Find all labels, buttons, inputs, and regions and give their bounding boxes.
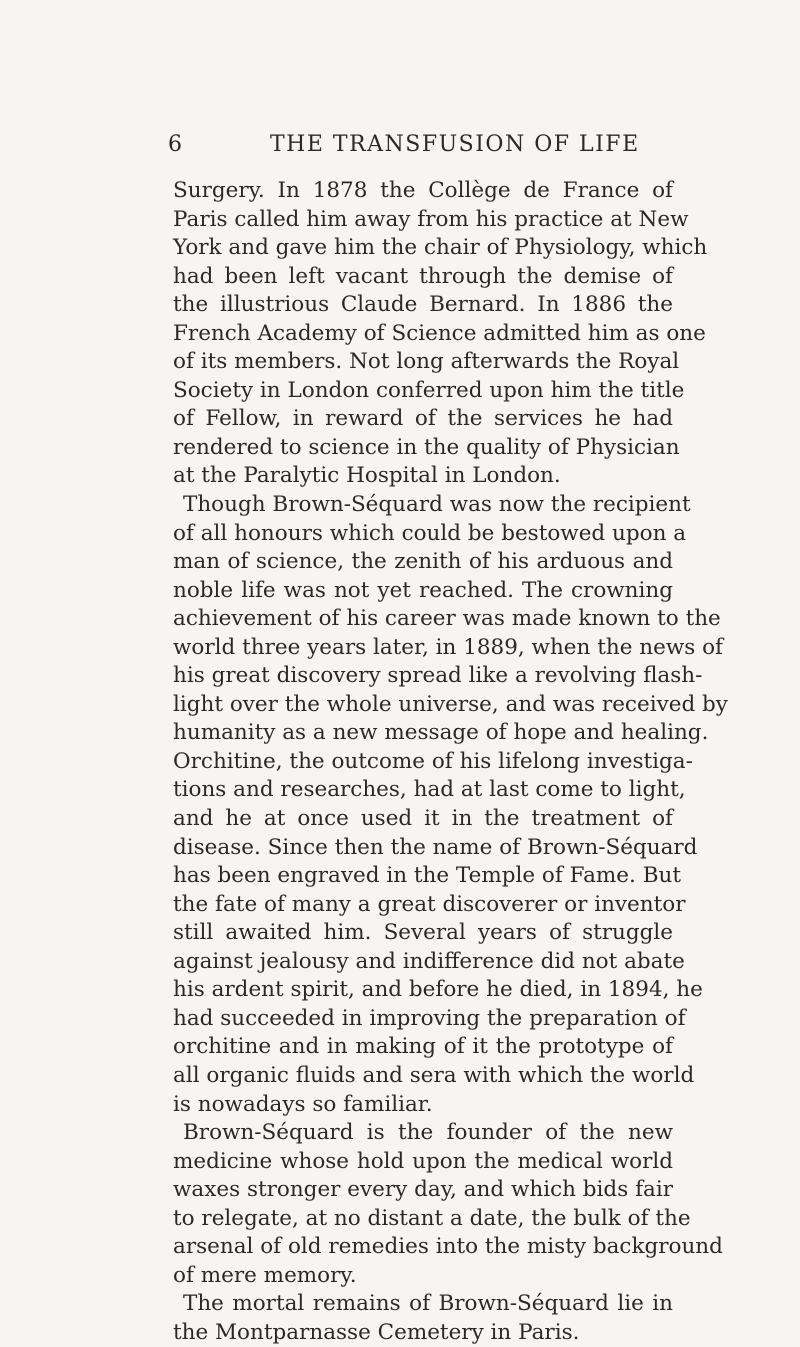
- text-line: orchitine and in making of it the prototype of: [173, 1034, 673, 1060]
- text-line: disease. Since then the name of Brown-Séquard: [173, 834, 698, 860]
- text-line: his great discovery spread like a revolving flash-: [173, 663, 703, 689]
- text-line: the fate of many a great discoverer or inventor: [173, 891, 686, 917]
- text-line: still awaited him. Several years of struggle: [173, 920, 673, 946]
- text-line: at the Paralytic Hospital in London.: [173, 463, 561, 489]
- text-line: had succeeded in improving the preparation of: [173, 1005, 686, 1031]
- text-line: of Fellow, in reward of the services he had: [173, 406, 673, 432]
- text-line: noble life was not yet reached. The crowning: [173, 577, 673, 603]
- text-line: is nowadays so familiar.: [173, 1091, 433, 1117]
- text-line: arsenal of old remedies into the misty background: [173, 1234, 723, 1260]
- text-line: of all honours which could be bestowed upon a: [173, 520, 687, 546]
- text-line: world three years later, in 1889, when the news of: [173, 634, 724, 660]
- text-line: French Academy of Science admitted him as one: [173, 320, 706, 346]
- body-text: [173, 177, 728, 1347]
- text-line: of its members. Not long afterwards the Royal: [173, 349, 680, 375]
- text-line: tions and researches, had at last come to light,: [173, 777, 686, 803]
- text-line: Surgery. In 1878 the Collège de France of: [173, 178, 673, 203]
- text-line: achievement of his career was made known to the: [173, 606, 721, 632]
- text-line: his ardent spirit, and before he died, in 1894, he: [173, 977, 703, 1003]
- text-line: all organic fluids and sera with which the world: [173, 1062, 695, 1088]
- text-line: waxes stronger every day, and which bids fair: [173, 1177, 673, 1203]
- text-line: rendered to science in the quality of Physician: [173, 434, 680, 460]
- text-line: Orchitine, the outcome of his lifelong investiga-: [173, 748, 693, 774]
- page-number: 6: [168, 132, 184, 157]
- text-line: man of science, the zenith of his arduous and: [173, 549, 673, 575]
- text-line: against jealousy and indifference did not abate: [173, 948, 685, 974]
- text-line: York and gave him the chair of Physiology, which: [173, 235, 708, 261]
- text-line: Though Brown-Séquard was now the recipient: [183, 492, 691, 518]
- text-line: Society in London conferred upon him the title: [173, 377, 685, 403]
- text-line: medicine whose hold upon the medical world: [173, 1148, 673, 1174]
- text-line: light over the whole universe, and was received by: [173, 691, 728, 717]
- running-head: [168, 132, 678, 162]
- text-line: Paris called him away from his practice at New: [173, 206, 689, 232]
- text-line: the illustrious Claude Bernard. In 1886 the: [173, 292, 673, 318]
- text-line: The mortal remains of Brown-Séquard lie in: [183, 1291, 673, 1317]
- text-line: has been engraved in the Temple of Fame. But: [173, 863, 681, 889]
- text-line: and he at once used it in the treatment of: [173, 806, 673, 832]
- text-line: Brown-Séquard is the founder of the new: [183, 1120, 673, 1146]
- text-line: the Montparnasse Cemetery in Paris.: [173, 1319, 580, 1345]
- text-line: had been left vacant through the demise of: [173, 263, 673, 289]
- text-line: humanity as a new message of hope and healing.: [173, 720, 709, 746]
- text-line: of mere memory.: [173, 1262, 357, 1288]
- text-line: to relegate, at no distant a date, the bulk of the: [173, 1205, 691, 1231]
- running-title: THE TRANSFUSION OF LIFE: [270, 132, 640, 157]
